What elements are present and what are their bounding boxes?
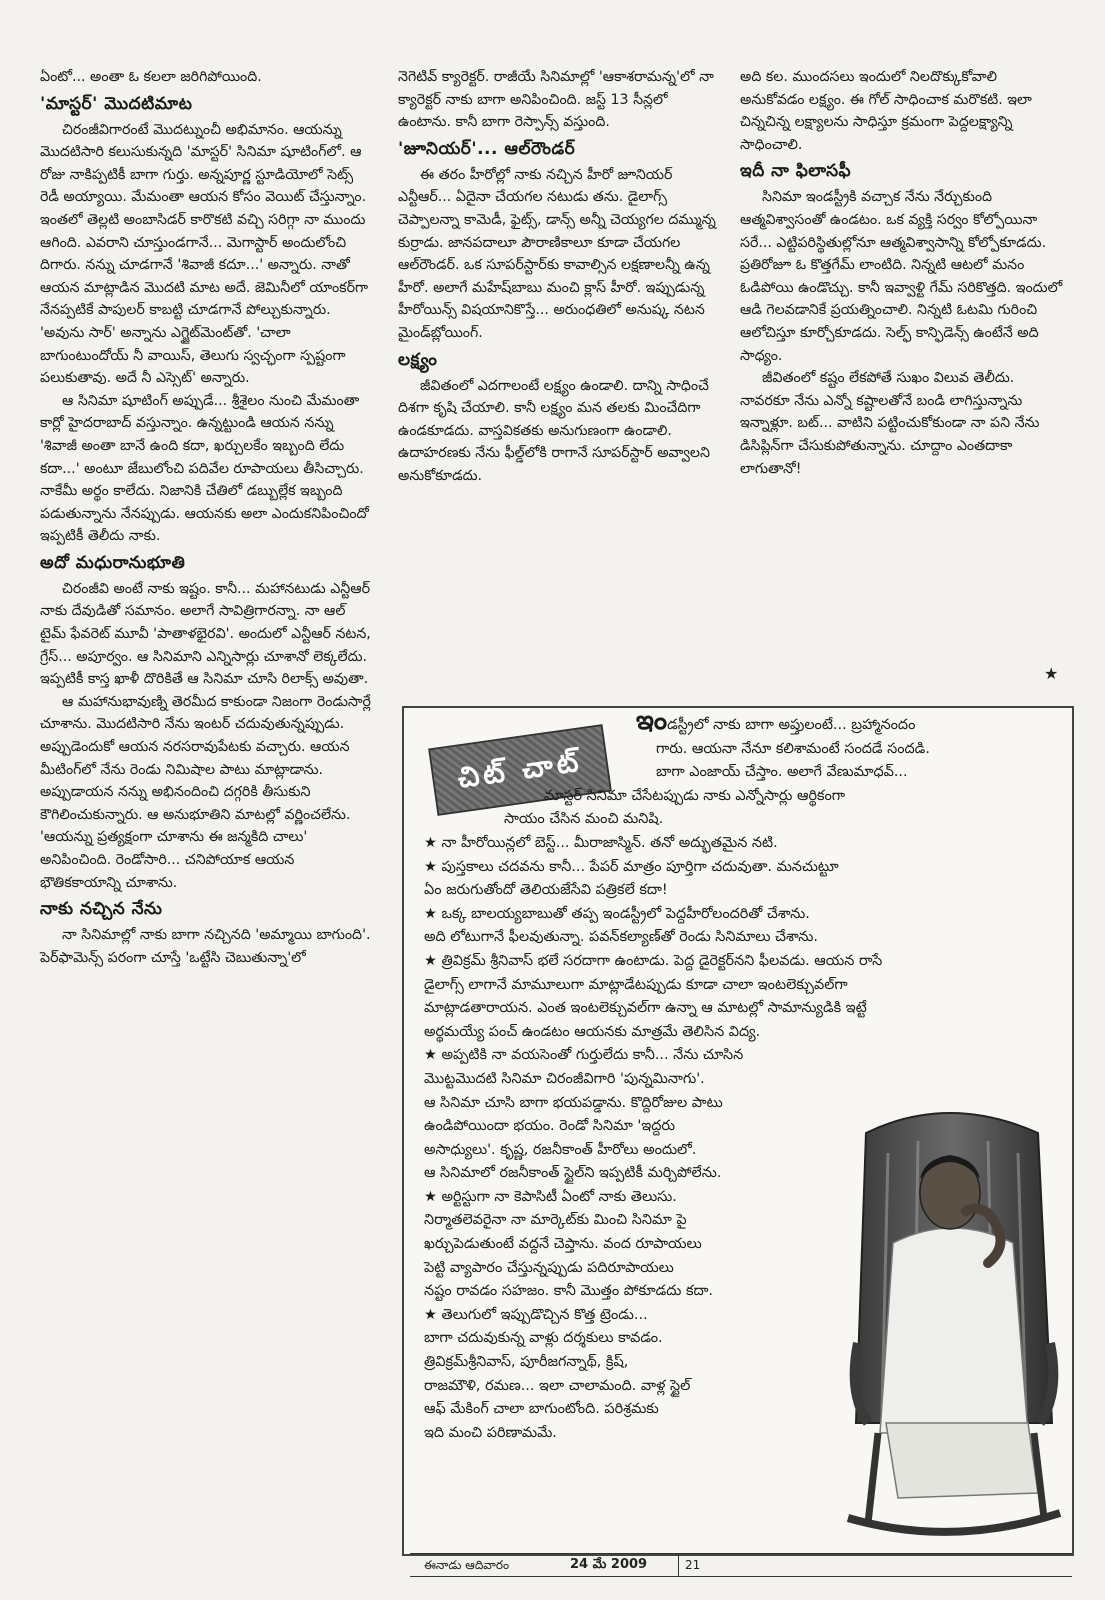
article-column-1 [40, 66, 374, 969]
chit-chat-line: ★ అప్పటికి నా వయసెంతో గుర్తులేదు కానీ... నేను చూసిన [424, 1047, 744, 1064]
paragraph: జీవితంలో ఎదగాలంటే లక్ష్యం ఉండాలి. దాన్ని సాధించే దిశగా కృషి చేయాలి. కానీ లక్ష్యం మన తలకు మించేదిగా ఉండకూడదు. వాస్తవికతకు అనుగుణంగా ఉండాలి. ఉదాహరణకు నేను ఫీల్డ్‌లోకి రాగానే సూపర్‌స్టార్ అవ్వాలని అనుకోకూడదు. [398, 377, 710, 484]
chit-chat-line: ఇది మంచి పరిణామమే. [424, 1424, 557, 1441]
chit-chat-line: డైలాగ్స్ లాగానే మామూలుగా మాట్లాడేటప్పుడు కూడా చాలా ఇంటలెక్చువల్‌గా [424, 976, 848, 993]
paragraph: ఏంటో... అంతా ఓ కలలా జరిగిపోయింది. [40, 69, 262, 85]
issue-date: 24 మే 2009 [570, 1557, 648, 1572]
publication-name: ఈనాడు ఆదివారం [424, 1558, 510, 1572]
man-in-chair-photo [838, 1093, 1066, 1548]
paragraph: చిరంజీవిగారంటే మొదట్నుంచీ అభిమానం. ఆయన్ను మొదటిసారి కలుసుకున్నది 'మాస్టర్' సినిమా షూటింగ్‌లో. ఆ రోజు నాకిప్పటికీ బాగా గుర్తు. అన్నపూర్ణ స్టూడియోలో సెట్స్ రెడీ అయ్యాయి. మేమంతా ఆయన కోసం వెయిట్ చేస్తున్నాం. ఇంతలో తెల్లటి అంబాసిడర్ కారొకటి వచ్చి సరిగ్గా నా ముందు ఆగింది. ఎవరాని చూస్తుండగానే... మెగాస్టార్ అందులోంచి దిగారు. నన్ను చూడగానే 'శివాజీ కదూ...' అన్నారు. నాతో ఆయన మాట్లాడిన మొదటి మాట అదే. జెమినీలో యాంకర్‌గా నేనప్పటికే పాపులర్ కాబట్టి చూడగానే పోల్చుకున్నారు. 'అవును సార్' అన్నాను ఎగ్జైట్‌మెంట్‌తో. 'చాలా బాగుంటుందోయ్ నీ వాయిస్, తెలుగు స్వచ్ఛంగా స్పష్టంగా పలుకుతావు. అదే నీ ఎస్సెట్' అన్నారు. [40, 121, 369, 387]
paragraph: జీవితంలో కష్టం లేకపోతే సుఖం విలువ తెలీదు. నావరకూ నేను ఎన్నో కష్టాలతోనే బండి లాగిస్తున్నాను ఇన్నాళ్లూ. బట్... వాటిని పట్టించుకోకుండా నా పని నేను డిసిప్లిన్‌గా చేసుకుపోతున్నాను. చూద్దాం ఎంతదాకా లాగుతానో! [740, 370, 1040, 477]
paragraph: నా సినిమాల్లో నాకు బాగా నచ్చినది 'అమ్మాయి బాగుంది'. పెర్‌ఫామెన్స్ పరంగా చూస్తే 'ఒట్టేసి చెబుతున్నా'లో [40, 927, 371, 966]
chit-chat-line: ఆ సినిమా చూసి బాగా భయపడ్డాను. కొద్దిరోజుల పాటు [424, 1094, 723, 1111]
chit-chat-line: ఏం జరుగుతోందో తెలియజేసేవి పత్రికలే కదా! [424, 882, 668, 899]
chit-chat-line: రాజమౌళి, రమణ... ఇలా చాలామంది. వాళ్ల స్టైల్ [424, 1377, 691, 1394]
chit-chat-line: ఆఫ్ మేకింగ్ చాలా బాగుంటోంది. పరిశ్రమకు [424, 1401, 659, 1418]
paragraph: అది కల. ముందసలు ఇందులో నిలదొక్కుకోవాలి అనుకోవడం లక్ష్యం. ఈ గోల్ సాధించాక మరొకటి. ఇలా చిన్నచిన్న లక్ష్యాలను సాధిస్తూ క్రమంగా పెద్దలక్ష్యాన్ని సాధించాలి. [740, 69, 1032, 153]
chit-chat-line [424, 706, 1064, 738]
section-heading: 'మాస్టర్' మొదటిమాట [40, 93, 193, 114]
chit-chat-line: సాయం చేసిన మంచి మనిషి. [504, 811, 664, 828]
chit-chat-line: ★ పుస్తకాలు చదవను కానీ... పేపర్ మాత్రం పూర్తిగా చదువుతా. మనచుట్టూ [424, 858, 839, 875]
article-column-2 [398, 66, 718, 488]
drop-cap: ఇం [636, 706, 668, 736]
chit-chat-line: త్రివిక్రమ్‌శ్రీనివాస్, పూరీజగన్నాథ్, క్రిష్, [424, 1354, 629, 1371]
chit-chat-line: అర్థమయ్యే పంచ్ ఉండటం ఆయనకు మాత్రమే తెలిసిన విద్య. [424, 1023, 761, 1040]
line-text: డస్ట్రీలో నాకు బాగా అప్తులంటే... బ్రహ్మానందం [667, 717, 916, 733]
paragraph: ఆ మహానుభావుణ్ని తెరమీద కాకుండా నిజంగా రెండుసార్లే చూశాను. మొదటిసారి నేను ఇంటర్ చదువుతున్నప్పుడు. అప్పుడెందుకో ఆయన నరసరావుపేటకు వచ్చారు. ఆయన మీటింగ్‌లో నేను రెండు నిమిషాల పాటు మాట్లాడాను. అప్పుడాయన నన్ను అభినందించి దగ్గరికి తీసుకుని కౌగిలించుకున్నారు. ఆ అనుభూతిని మాటల్లో వర్ణించలేను. 'ఆయన్ను ప్రత్యక్షంగా చూశాను ఈ జన్మకిది చాలు' అనిపించింది. రెండోసారి... చనిపోయాక ఆయన భౌతికకాయాన్ని చూశాను. [40, 693, 371, 891]
chit-chat-line: నష్టం రావడం సహజం. కానీ మొత్తం పోకూడదు కదా. [424, 1283, 714, 1300]
section-heading: నాకు నచ్చిన నేను [40, 899, 163, 920]
chit-chat-line: మాట్లాడతారాయన. ఎంత ఇంటలెక్చువల్‌గా ఉన్నా ఆ మాటల్లో సామాన్యుడికి ఇట్టే [424, 1000, 867, 1017]
paragraph: ఈ తరం హీరోల్లో నాకు నచ్చిన హీరో జూనియర్ ఎన్టీఆర్... ఏదైనా చేయగల నటుడు తను. డైలాగ్స్ చెప్పాలన్నా కామెడీ, ఫైట్స్, డాన్స్ అన్నీ చెయ్యగల దమ్మున్న కుర్రాడు. జానపదాలూ పౌరాణికాలూ కూడా చేయగల ఆల్‌రౌండర్. ఒక సూపర్‌స్టార్‌కు కావాల్సిన లక్షణాలన్నీ ఉన్న హీరో. అలాగే మహేష్‌బాబు మంచి క్లాస్ హీరో. ఇప్పుడున్న హీరోయిన్స్ విషయానికొస్తే... అరుంధతిలో అనుష్క నటన మైండ్‌బ్లోయింగ్. [398, 166, 716, 341]
chit-chat-line: బాగా చదువుకున్న వాళ్లు దర్శకులు కావడం. [424, 1330, 663, 1347]
page-number: 21 [678, 1554, 700, 1576]
chit-chat-line: పెట్టి వ్యాపారం చేస్తున్నప్పుడు పదిరూపాయలు [424, 1259, 674, 1276]
section-heading: ఇదీ నా ఫిలాసఫీ [740, 161, 852, 182]
chit-chat-line: ★ అర్టిస్టుగా నా కెపాసిటీ ఏంటో నాకు తెలుసు. [424, 1188, 677, 1205]
chit-chat-box [402, 706, 1074, 1556]
chit-chat-line: అసాధ్యులు'. కృష్ణ, రజనీకాంత్ హీరోలు అందులో. [424, 1141, 697, 1158]
chit-chat-line: మాస్టర్ సినిమా చేసేటప్పుడు నాకు ఎన్నోసార్లు ఆర్థికంగా [544, 787, 846, 804]
section-heading: అదో మధురానుభూతి [40, 552, 186, 573]
chit-chat-line: ఆ సినిమాలో రజనీకాంత్ స్టైల్‌ని ఇప్పటికీ మర్చిపోలేను. [424, 1165, 722, 1182]
chit-chat-line: మొట్టమొదటి సినిమా చిరంజీవిగారి 'పున్నమినాగు'. [424, 1070, 705, 1087]
chit-chat-line: ఖర్చుపెడుతుంటే వద్దనే చెప్తాను. వంద రూపాయలు [424, 1236, 702, 1253]
chit-chat-line: ★ ఒక్క బాలయ్యబాబుతో తప్ప ఇండస్ట్రీలో పెద్దహీరోలందరితో చేశాను. [424, 905, 810, 922]
section-heading: 'జూనియర్'... ఆల్‌రౌండర్ [398, 138, 576, 159]
chit-chat-line: బాగా ఎంజాయ్ చేస్తాం. అలాగే వేణుమాధవ్... [656, 764, 908, 781]
chit-chat-line: గారు. ఆయనా నేనూ కలిశామంటే సందడే సందడి. [656, 740, 930, 757]
chit-chat-line: ★ త్రివిక్రమ్ శ్రీనివాస్ భలే సరదాగా ఉంటాడు. పెద్ద డైరెక్టర్‌నని ఫీలవడు. ఆయన రాసే [424, 952, 883, 969]
chit-chat-line: ★ నా హీరోయిన్లలో బెస్ట్... మీరాజాస్మిన్. తనో అద్భుతమైన నటి. [424, 834, 778, 851]
paragraph: ఆ సినిమా షూటింగ్ అప్పుడే... శ్రీశైలం నుంచి మేమంతా కార్లో హైదరాబాద్ వస్తున్నాం. ఉన్నట్టుండి ఆయన నన్ను 'శివాజీ అంతా బానే ఉంది కదా, ఖర్చులకేం ఇబ్బంది లేదు కదా...' అంటూ జేబులోంచి పదివేల రూపాయలు తీసిచ్చారు. నాకేమీ అర్థం కాలేదు. నిజానికి చేతిలో డబ్బుల్లేక ఇబ్బంది పడుతున్నాను నేనప్పుడు. ఆయనకు అలా ఎందుకనిపించిందో ఇప్పటికీ తెలీదు నాకు. [40, 392, 369, 545]
chit-chat-line: అది లోటుగానే ఫీలవుతున్నా. పవన్‌కల్యాణ్‌తో రెండు సినిమాలు చేశాను. [424, 929, 818, 946]
chit-chat-line: ★ తెలుగులో ఇప్పుడొచ్చిన కొత్త ట్రెండు... [424, 1306, 648, 1323]
paragraph: సినిమా ఇండస్ట్రీకి వచ్చాక నేను నేర్చుకుంది ఆత్మవిశ్వాసంతో ఉండటం. ఒక వ్యక్తి సర్వం కోల్పోయినా సరే... ఎట్టిపరిస్థితుల్లోనూ ఆత్మవిశ్వాసాన్ని కోల్పోకూడదు. ప్రతిరోజూ ఓ కొత్తగేమ్ లాంటిది. నిన్నటి ఆటలో మనం ఓడిపోయి ఉండొచ్చు. కానీ ఇవ్వాళ్టి గేమ్ సరికొత్తది. ఇందులో ఆడి గెలవడానికే ప్రయత్నించాలి. నిన్నటి ఓటమి గురించి ఆలోచిస్తూ కూర్చోకూడదు. సెల్ఫ్ కాన్ఫిడెన్స్ ఉంటేనే అది సాధ్యం. [740, 189, 1063, 364]
chit-chat-line: ఉండిపోయిందా భయం. రెండో సినిమా 'ఇద్దరు [424, 1118, 675, 1135]
star-icon: ★ [1044, 664, 1059, 683]
page-footer [410, 1553, 1072, 1577]
chit-chat-badge: చిట్ చాట్ [428, 724, 612, 816]
article-column-3 [740, 66, 1065, 480]
section-heading: లక్ష్యం [398, 349, 438, 370]
chit-chat-line: నిర్మాతలెవరైనా నా మార్కెట్‌కు మించి సినిమా పై [424, 1212, 687, 1229]
paragraph: చిరంజీవి అంటే నాకు ఇష్టం. కానీ... మహానటుడు ఎన్టీఆర్ నాకు దేవుడితో సమానం. అలాగే సావిత్రిగారన్నా. నా ఆల్ టైమ్ ఫేవరెట్ మూవీ 'పాతాళభైరవి'. అందులో ఎన్టీఆర్ నటన, గ్రేస్... అపూర్వం. ఆ సినిమాని ఎన్నిసార్లు చూశానో లెక్కలేదు. ఇప్పటికీ కాస్త ఖాళీ దొరికితే ఆ సినిమా చూసి రిలాక్స్ అవుతా. [40, 580, 371, 688]
paragraph: నెగెటివ్ క్యారెక్టర్. రాజీయే సినిమాల్లో 'ఆకాశరామన్న'లో నా క్యారెక్టర్ నాకు బాగా అనిపించింది. జస్ట్ 13 సీన్లలో ఉంటాను. కానీ బాగా రెస్పాన్స్ వస్తుంది. [398, 69, 714, 131]
